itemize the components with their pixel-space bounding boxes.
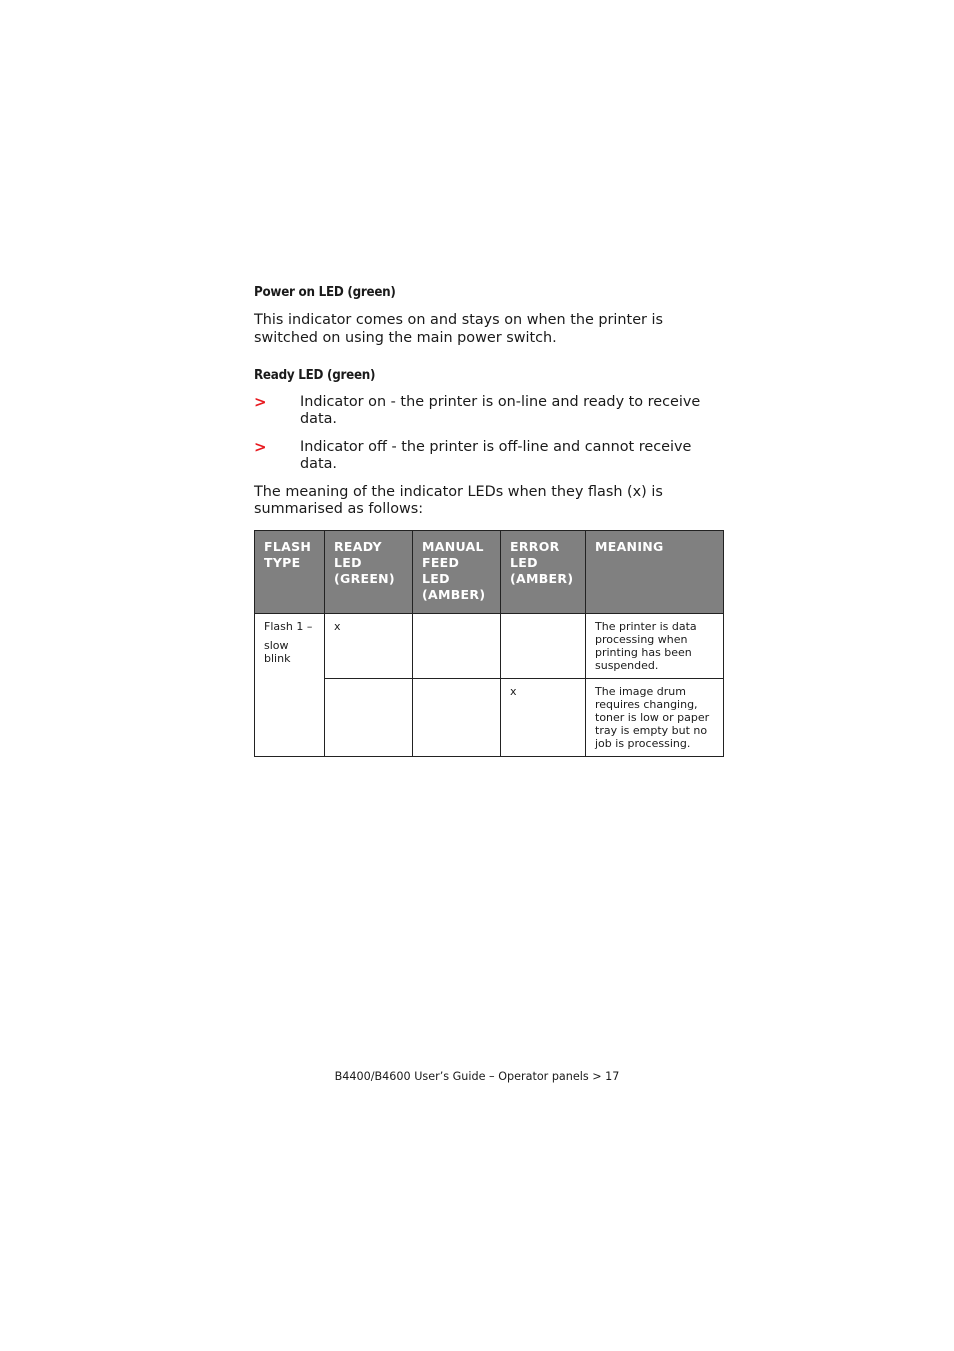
cell-manual-feed: [413, 614, 501, 679]
bullet-item: [254, 439, 724, 473]
header-ready-led: READY LED (GREEN): [325, 531, 413, 614]
cell-ready: x: [325, 614, 413, 679]
table-row: [255, 679, 724, 757]
cell-ready: [325, 679, 413, 757]
ready-led-bullets: [254, 394, 724, 473]
bullet-text: Indicator off - the printer is off-line and cannot receive data.: [300, 439, 692, 472]
cell-manual-feed: [413, 679, 501, 757]
power-led-description: This indicator comes on and stays on when the printer is switched on using the main power switch.: [254, 312, 664, 346]
cell-error: [501, 614, 586, 679]
bullet-text: Indicator on - the printer is on-line and ready to receive data.: [300, 394, 701, 427]
table-row: [255, 614, 724, 679]
power-led-heading: Power on LED (green): [254, 285, 396, 300]
header-error-led: ERROR LED (AMBER): [501, 531, 586, 614]
led-flash-table: [254, 530, 724, 757]
cell-error: x: [501, 679, 586, 757]
header-manual-feed-led: MANUAL FEED LED (AMBER): [413, 531, 501, 614]
ready-led-heading: Ready LED (green): [254, 368, 376, 383]
page-footer: B4400/B4600 User’s Guide – Operator panels > 17: [334, 1070, 620, 1083]
header-flash-type: FLASH TYPE: [255, 531, 325, 614]
cell-meaning: The printer is data processing when printing has been suspended.: [586, 614, 724, 679]
cell-flash-type: Flash 1 – slow blink: [255, 614, 325, 757]
summary-text: The meaning of the indicator LEDs when they flash (x) is summarised as follows:: [254, 484, 663, 517]
arrow-bullet-icon: >: [254, 393, 267, 411]
header-meaning: MEANING: [586, 531, 724, 614]
cell-meaning: The image drum requires changing, toner is low or paper tray is empty but no job is processing.: [586, 679, 724, 757]
table-header-row: [255, 531, 724, 614]
bullet-item: [254, 394, 724, 428]
arrow-bullet-icon: >: [254, 438, 267, 456]
page-content: [254, 282, 724, 757]
